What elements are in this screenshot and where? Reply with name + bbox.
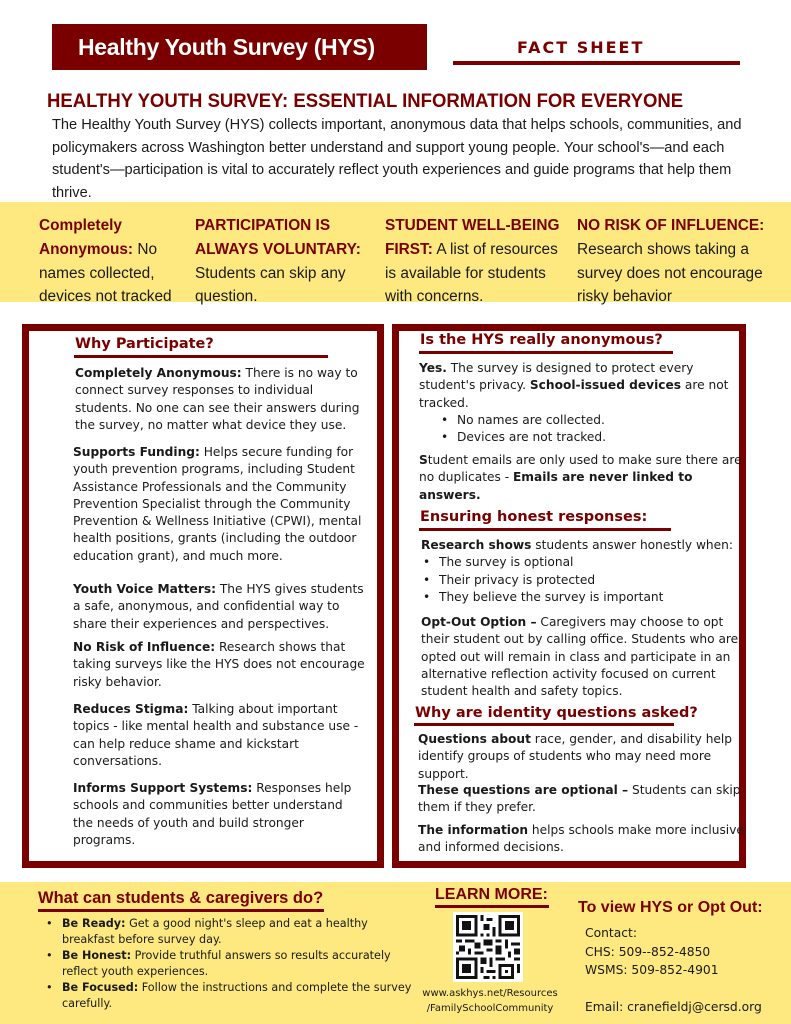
contact-info: [585, 924, 762, 1016]
action-title: Be Ready:: [62, 917, 126, 930]
item-text: Research shows that taking surveys like the HYS does not encourage risky behavior.: [73, 640, 365, 689]
anonymous-heading: Is the HYS really anonymous?: [420, 332, 663, 348]
actions-list: [42, 916, 417, 1012]
url-line[interactable]: /FamilySchoolCommunity: [426, 1003, 554, 1014]
opt-out-option: [421, 614, 751, 700]
text: helps schools make more inclusive and informed decisions.: [418, 823, 744, 855]
heading-underline: [414, 723, 674, 726]
actions-heading: What can students & caregivers do?: [38, 889, 324, 907]
intro-paragraph: The Healthy Youth Survey (HYS) collects important, anonymous data that helps schools, communities, and policymakers across Washington better understand and support young people. Your school's—and each student's—participation is vital to accurately reflect youth experiences and guide programs that help them thrive.: [52, 117, 742, 201]
fact-sheet-underline: [453, 61, 740, 65]
item-text: There is no way to connect survey responses to individual students. No one can see their answers during the survey, no matter what device they use.: [75, 366, 360, 432]
optional-bold: These questions are optional –: [418, 783, 629, 797]
list-item: • Their privacy is protected: [419, 572, 751, 589]
contact-wsms-phone: WSMS: 509-852-4901: [585, 963, 719, 977]
item-title: Reduces Stigma:: [73, 702, 189, 716]
action-text: Get a good night's sleep and eat a healthy breakfast before survey day.: [62, 917, 368, 946]
emails-never-linked: Emails are never linked to answers.: [419, 470, 693, 502]
action-title: Be Focused:: [62, 981, 139, 994]
actions-bullets: [42, 916, 417, 1012]
qr-code-icon[interactable]: [453, 912, 523, 982]
highlight-text: A list of resources is available for students with concerns.: [385, 240, 558, 306]
highlight-text: No names collected, devices not tracked: [39, 240, 172, 306]
action-text: Provide truthful answers so results accurately reflect youth experiences.: [62, 949, 391, 978]
anonymous-bullets: [437, 412, 749, 447]
item-supports-funding: [73, 444, 368, 565]
contact-label: Contact:: [585, 926, 637, 940]
text: Caregivers may choose to opt their student out by calling office. Students who are opted out will remain in class and participate in an alternative reflection activity focused on current student health and safety topics.: [421, 615, 739, 699]
item-title: Youth Voice Matters:: [73, 582, 216, 596]
highlight-no-risk: [577, 214, 782, 309]
item-title: Completely Anonymous:: [75, 366, 242, 380]
email-note: [419, 452, 749, 504]
highlight-title: PARTICIPATION IS ALWAYS VOLUNTARY:: [195, 217, 361, 258]
list-item: • Devices are not tracked.: [437, 429, 749, 446]
opt-out-heading: To view HYS or Opt Out:: [578, 899, 763, 916]
anonymous-body: [419, 360, 749, 446]
text: students answer honestly when:: [531, 538, 733, 552]
item-text: Responses help schools and communities better understand the needs of youth and build stronger programs.: [73, 781, 352, 847]
page-title: Healthy Youth Survey (HYS): [52, 24, 427, 70]
list-item: • No names are collected.: [437, 412, 749, 429]
text: tudent emails are only used to make sure there are no duplicates -: [419, 453, 742, 485]
highlight-text: Research shows taking a survey does not encourage risky behavior: [577, 240, 763, 306]
text: race, gender, and disability help identify groups of students who may need more support.: [418, 732, 733, 781]
identity-questions: [418, 731, 748, 783]
item-title: Informs Support Systems:: [73, 781, 253, 795]
item-text: Helps secure funding for youth prevention programs, including Student Assistance Professionals and the Community Prevention Specialist through the Community Prevention & Wellness Initiative (CPWI), mental health positions, grants (including the outdoor education grant), and much more.: [73, 445, 362, 563]
item-informs-support: [73, 780, 363, 849]
highlight-wellbeing: [385, 214, 570, 309]
highlight-title: NO RISK OF INFLUENCE:: [577, 217, 765, 234]
yes-bold: Yes.: [419, 361, 447, 375]
list-item: • They believe the survey is important: [419, 589, 751, 606]
action-title: Be Honest:: [62, 949, 132, 962]
heading-underline: [419, 351, 673, 354]
item-reduces-stigma: [73, 701, 368, 770]
learn-more-url[interactable]: [420, 986, 560, 1016]
main-heading: HEALTHY YOUTH SURVEY: ESSENTIAL INFORMATION FOR EVERYONE: [47, 90, 684, 112]
item-title: No Risk of Influence:: [73, 640, 216, 654]
highlights-band: [0, 202, 791, 306]
information-bold: The information: [418, 823, 529, 837]
item-youth-voice: [73, 581, 368, 633]
item-text: Talking about important topics - like mental health and substance use - can help reduce shame and kickstart conversations.: [73, 702, 359, 768]
highlight-voluntary: [195, 214, 380, 309]
why-participate-heading: Why Participate?: [75, 336, 214, 352]
identity-information: [418, 822, 748, 857]
devices-bold: School-issued devices: [529, 378, 682, 393]
heading-underline: [38, 909, 324, 912]
text: S: [419, 453, 428, 467]
item-text: The HYS gives students a safe, anonymous, and confidential way to share their experiences and perspectives.: [73, 582, 364, 631]
fact-sheet-label: FACT SHEET: [517, 38, 645, 57]
text: Students can skip them if they prefer.: [418, 783, 741, 815]
item-title: Supports Funding:: [73, 445, 200, 459]
action-text: Follow the instructions and complete the survey carefully.: [62, 981, 412, 1010]
heading-underline: [435, 905, 549, 908]
learn-more-heading: LEARN MORE:: [435, 886, 548, 903]
contact-chs-phone: CHS: 509--852-4850: [585, 944, 711, 959]
highlight-title: STUDENT WELL-BEING FIRST:: [385, 217, 560, 258]
highlight-text: Students can skip any question.: [195, 264, 346, 306]
questions-bold: Questions about: [418, 732, 531, 746]
identity-optional: [418, 782, 748, 817]
honest-body: [421, 537, 751, 606]
honest-heading: Ensuring honest responses:: [420, 509, 648, 525]
heading-underline: [419, 528, 671, 531]
opt-out-bold: Opt-Out Option –: [421, 615, 537, 629]
highlight-title: Completely Anonymous:: [39, 217, 134, 258]
contact-email[interactable]: Email: cranefieldj@cersd.org: [585, 999, 762, 1014]
heading-underline: [74, 355, 328, 358]
list-item: • The survey is optional: [419, 554, 751, 571]
identity-heading: Why are identity questions asked?: [415, 705, 698, 721]
item-no-risk: [73, 639, 368, 691]
honest-bullets: [419, 554, 751, 606]
text: The survey is designed to protect every student's privacy.: [419, 361, 694, 393]
action-be-honest: [42, 948, 417, 980]
research-bold: Research shows: [421, 538, 532, 552]
url-line[interactable]: www.askhys.net/Resources: [422, 988, 558, 999]
highlight-anonymous: [39, 214, 189, 309]
action-be-ready: [42, 916, 417, 948]
text: are not tracked.: [419, 378, 729, 410]
item-completely-anonymous: [75, 365, 365, 434]
action-be-focused: [42, 980, 417, 1012]
